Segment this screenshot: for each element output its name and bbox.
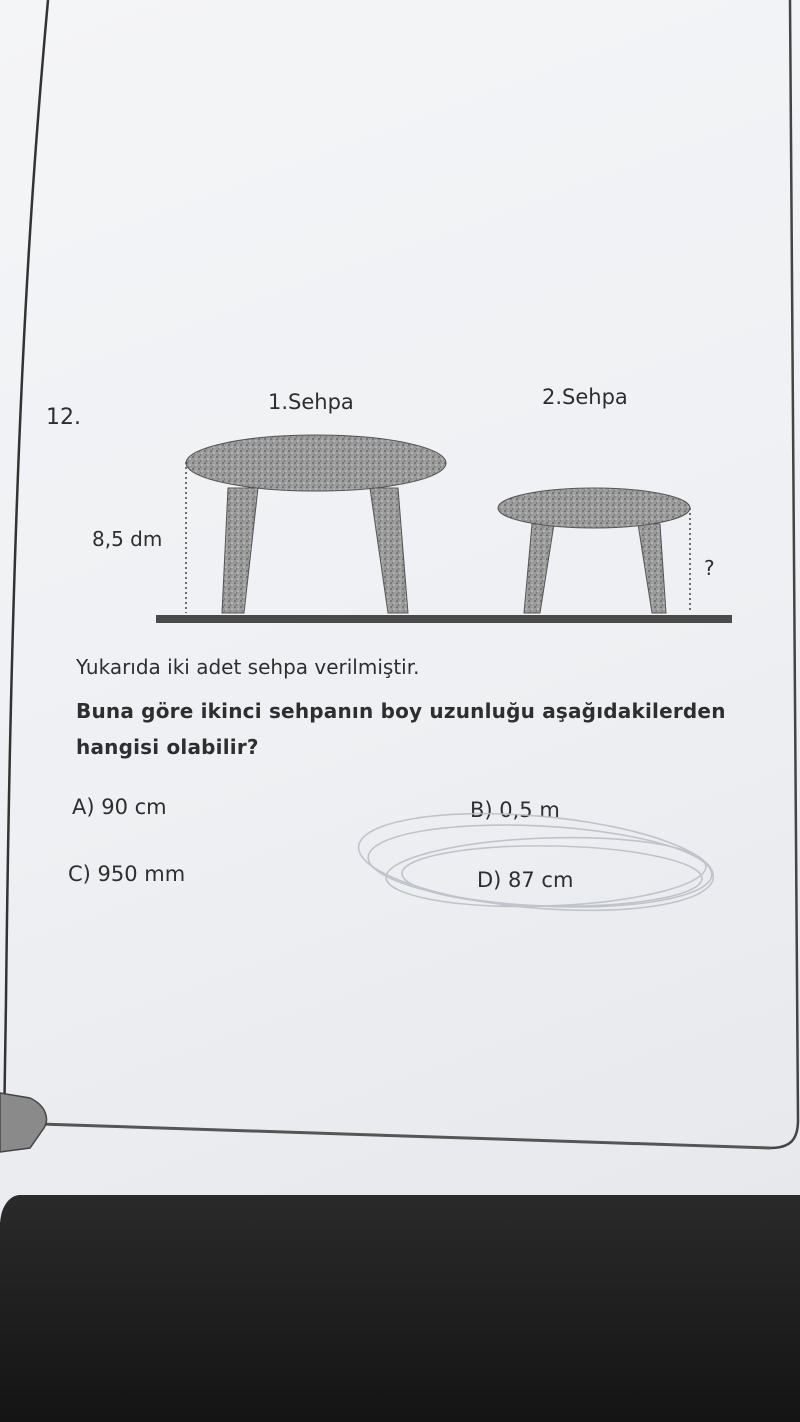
question-intro: Yukarıda iki adet sehpa verilmiştir. — [76, 655, 420, 679]
option-c[interactable]: C) 950 mm — [68, 862, 186, 886]
table-1-height-label: 8,5 dm — [92, 527, 163, 551]
table-1-label: 1.Sehpa — [268, 390, 354, 414]
question-number: 12. — [46, 405, 81, 430]
table-2-height-label: ? — [704, 556, 715, 580]
option-b[interactable]: B) 0,5 m — [470, 798, 560, 822]
table-2-label: 2.Sehpa — [542, 385, 628, 409]
question-prompt: Buna göre ikinci sehpanın boy uzunluğu aşağıdakilerden hangisi olabilir? — [76, 699, 726, 759]
option-a[interactable]: A) 90 cm — [72, 795, 167, 819]
background-fabric — [0, 1195, 800, 1422]
option-d[interactable]: D) 87 cm — [477, 868, 574, 892]
